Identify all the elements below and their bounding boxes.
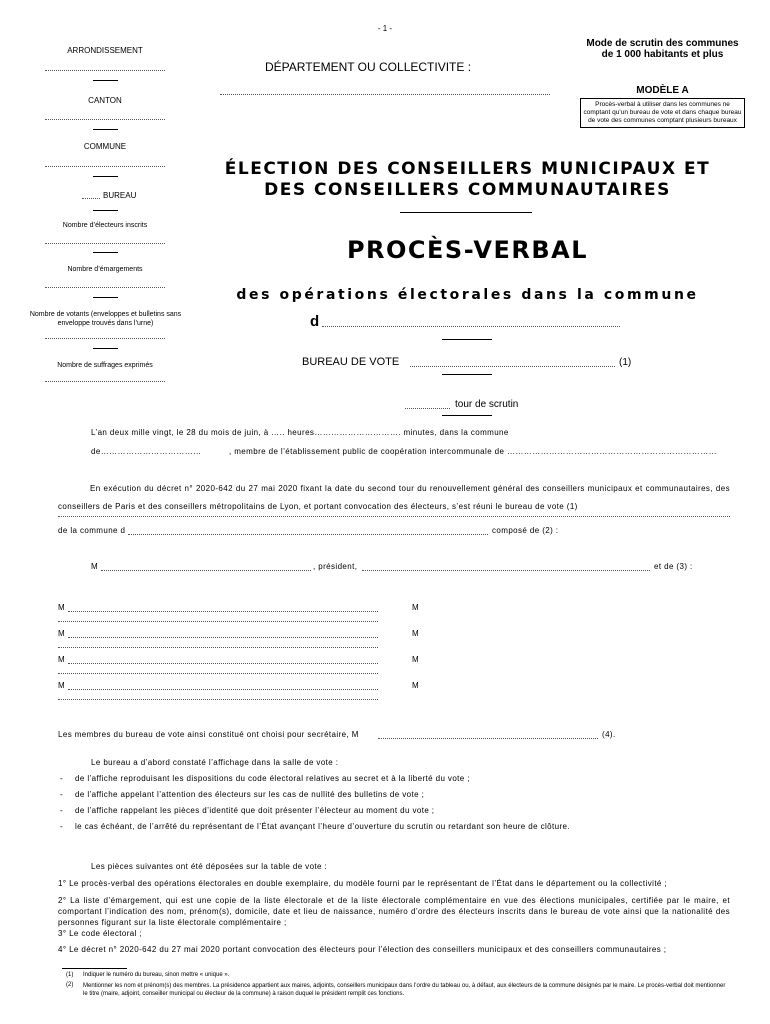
title-rule — [400, 212, 532, 213]
separator — [93, 297, 118, 298]
footnote-number: (2) — [66, 982, 74, 988]
bullet: - — [60, 806, 63, 815]
separator — [93, 348, 118, 349]
bureau-label: BUREAU — [103, 191, 137, 200]
piece-item: 3° Le code électoral ; — [58, 929, 143, 938]
et-de-label: et de (3) : — [654, 562, 693, 571]
footnote-text: Mentionner les nom et prénom(s) des membres. La présidence appartient aux maires, adjoints, conseillers municipaux dans l’ordre du tableau ou, à défaut, aux électeurs de la commune désignés par le maire. Le procès-verbal doit mentionner le titre (maire, adjoint, conseiller municipal ou électeur de la commune) à raison duquel le président remplit ces fonctions. — [83, 983, 726, 997]
note-box: Procès-verbal à utiliser dans les communes ne comptant qu’un bureau de vote et dans chaque bureau de vote des communes comptant plusieurs bureaux — [580, 98, 745, 128]
inscrits-label: Nombre d’électeurs inscrits — [62, 222, 148, 229]
secretaire-label: Les membres du bureau de vote ainsi constitué ont choisi pour secrétaire, M — [58, 730, 359, 739]
separator — [93, 176, 118, 177]
election-title: ÉLECTION DES CONSEILLERS MUNICIPAUX ET DES CONSEILLERS COMMUNAUTAIRES — [224, 159, 711, 200]
member-m: M — [58, 629, 65, 638]
member-m: M — [58, 681, 65, 690]
president-label: , président, — [313, 562, 358, 571]
bureau-vote-note: (1) — [619, 357, 632, 368]
operations-title: des opérations électorales dans la commune — [236, 287, 699, 303]
exprimes-label: Nombre de suffrages exprimés — [57, 362, 153, 369]
member-m: M — [412, 629, 419, 638]
separator — [93, 129, 118, 130]
piece-item: 1° Le procès-verbal des opérations électorales en double exemplaire, du modèle fourni par le représentant de l’État dans le département ou la collectivité ; — [58, 879, 668, 888]
bureau-number-field[interactable] — [82, 198, 100, 199]
exprimes-field[interactable] — [45, 381, 165, 382]
departement-field[interactable] — [220, 94, 550, 95]
member-m: M — [412, 681, 419, 690]
separator — [442, 374, 492, 375]
votants-label: Nombre de votants (enveloppes et bulletins sans enveloppe trouvés dans l’urne) — [29, 311, 182, 327]
modele-label: MODÈLE A — [636, 85, 689, 96]
page-number: - 1 - — [377, 24, 393, 33]
member-field-extra[interactable] — [58, 621, 378, 622]
affichage-item: le cas échéant, de l’arrêté du représentant de l’État avançant l’heure d’ouverture du scrutin ou retardant son heure de clôture. — [75, 822, 571, 831]
body-line-2b: , membre de l’établissement public de coopération intercommunale de ………………………………………………………………… — [229, 447, 718, 456]
mode-scrutin: Mode de scrutin des communes de 1 000 habitants et plus — [586, 38, 739, 60]
secretaire-field[interactable] — [378, 738, 598, 739]
tour-number-field[interactable] — [405, 408, 450, 409]
commune-d-prefix: d — [310, 313, 320, 330]
member-m: M — [412, 603, 419, 612]
departement-label: DÉPARTEMENT OU COLLECTIVITE : — [265, 60, 472, 74]
member-m: M — [58, 655, 65, 664]
commune-de-label: de la commune d — [58, 526, 126, 535]
separator — [442, 415, 492, 416]
emargements-label: Nombre d’émargements — [67, 266, 143, 273]
affichage-item: de l’affiche reproduisant les dispositions du code électoral relatives au secret et à la liberté du vote ; — [75, 774, 470, 783]
pv-title: PROCÈS-VERBAL — [346, 236, 589, 264]
piece-item: 4° Le décret n° 2020-642 du 27 mai 2020 portant convocation des électeurs pour l’élection des conseillers municipaux et des conseillers communautaires ; — [58, 945, 667, 954]
member-field-extra[interactable] — [58, 673, 378, 674]
member-field[interactable] — [68, 689, 378, 690]
bullet: - — [60, 790, 63, 799]
decret-paragraph: En exécution du décret n° 2020-642 du 27 mai 2020 fixant la date du second tour du renouvellement général des conseillers municipaux et communautaires, des conseillers de Paris et des conseillers métropolitains de Lyon, et portant convocation des électeurs, s’est réuni le bureau de vote (1) — [58, 484, 730, 511]
arrondissement-label: ARRONDISSEMENT — [67, 46, 143, 55]
arrondissement-field[interactable] — [45, 70, 165, 71]
commune-de-field[interactable] — [128, 534, 488, 535]
president-m: M — [91, 562, 98, 571]
body-line-2a: de……………………………… — [91, 447, 202, 456]
member-field-extra[interactable] — [58, 647, 378, 648]
secretaire-note: (4). — [602, 730, 616, 739]
member-m: M — [412, 655, 419, 664]
footnote-number: (1) — [66, 972, 74, 978]
commune-field[interactable] — [45, 166, 165, 167]
bureau-vote-field[interactable] — [410, 366, 615, 367]
piece-item: 2° La liste d’émargement, qui est une copie de la liste électorale et de la liste électorale complémentaire en vue des élections municipales, certifiée par le maire, et comportant l’indication des nom, prénom(s), domicile, date et lieu de naissance, numéro d’ordre des électeurs inscrits dans le bureau de vote ainsi que la nationalité des personnes figurant sur la liste électorale complémentaire ; — [58, 896, 730, 927]
separator — [93, 252, 118, 253]
footnote-text: Indiquer le numéro du bureau, sinon mettre « unique ». — [83, 972, 230, 978]
separator — [442, 339, 492, 340]
commune-label: COMMUNE — [83, 142, 127, 151]
member-m: M — [58, 603, 65, 612]
pieces-intro: Les pièces suivantes ont été déposées sur la table de vote : — [91, 862, 328, 871]
bureau-vote-label: BUREAU DE VOTE — [302, 356, 400, 368]
separator — [93, 210, 118, 211]
emargements-field[interactable] — [45, 287, 165, 288]
member-field-extra[interactable] — [58, 699, 378, 700]
president-extra-field[interactable] — [362, 570, 650, 571]
bullet: - — [60, 822, 63, 831]
votants-field[interactable] — [45, 338, 165, 339]
bureau-field[interactable] — [58, 516, 730, 517]
commune-name-field[interactable] — [322, 326, 620, 327]
body-line-1: L’an deux mille vingt, le 28 du mois de juin, à ….. heures…………………………. minutes, dans la commune — [91, 428, 509, 437]
affichage-item: de l’affiche rappelant les pièces d’identité que doit présenter l’électeur au moment du vote ; — [75, 806, 435, 815]
inscrits-field[interactable] — [45, 243, 165, 244]
member-field[interactable] — [68, 637, 378, 638]
tour-label: tour de scrutin — [455, 399, 519, 410]
canton-label: CANTON — [88, 96, 122, 105]
bullet: - — [60, 774, 63, 783]
member-field[interactable] — [68, 611, 378, 612]
footnote-rule — [62, 968, 127, 969]
affichage-intro: Le bureau a d’abord constaté l’affichage dans la salle de vote : — [91, 758, 339, 767]
separator — [93, 80, 118, 81]
canton-field[interactable] — [45, 119, 165, 120]
affichage-item: de l’affiche appelant l’attention des électeurs sur les cas de nullité des bulletins de vote ; — [75, 790, 425, 799]
president-field[interactable] — [101, 570, 311, 571]
member-field[interactable] — [68, 663, 378, 664]
compose-label: composé de (2) : — [492, 526, 559, 535]
